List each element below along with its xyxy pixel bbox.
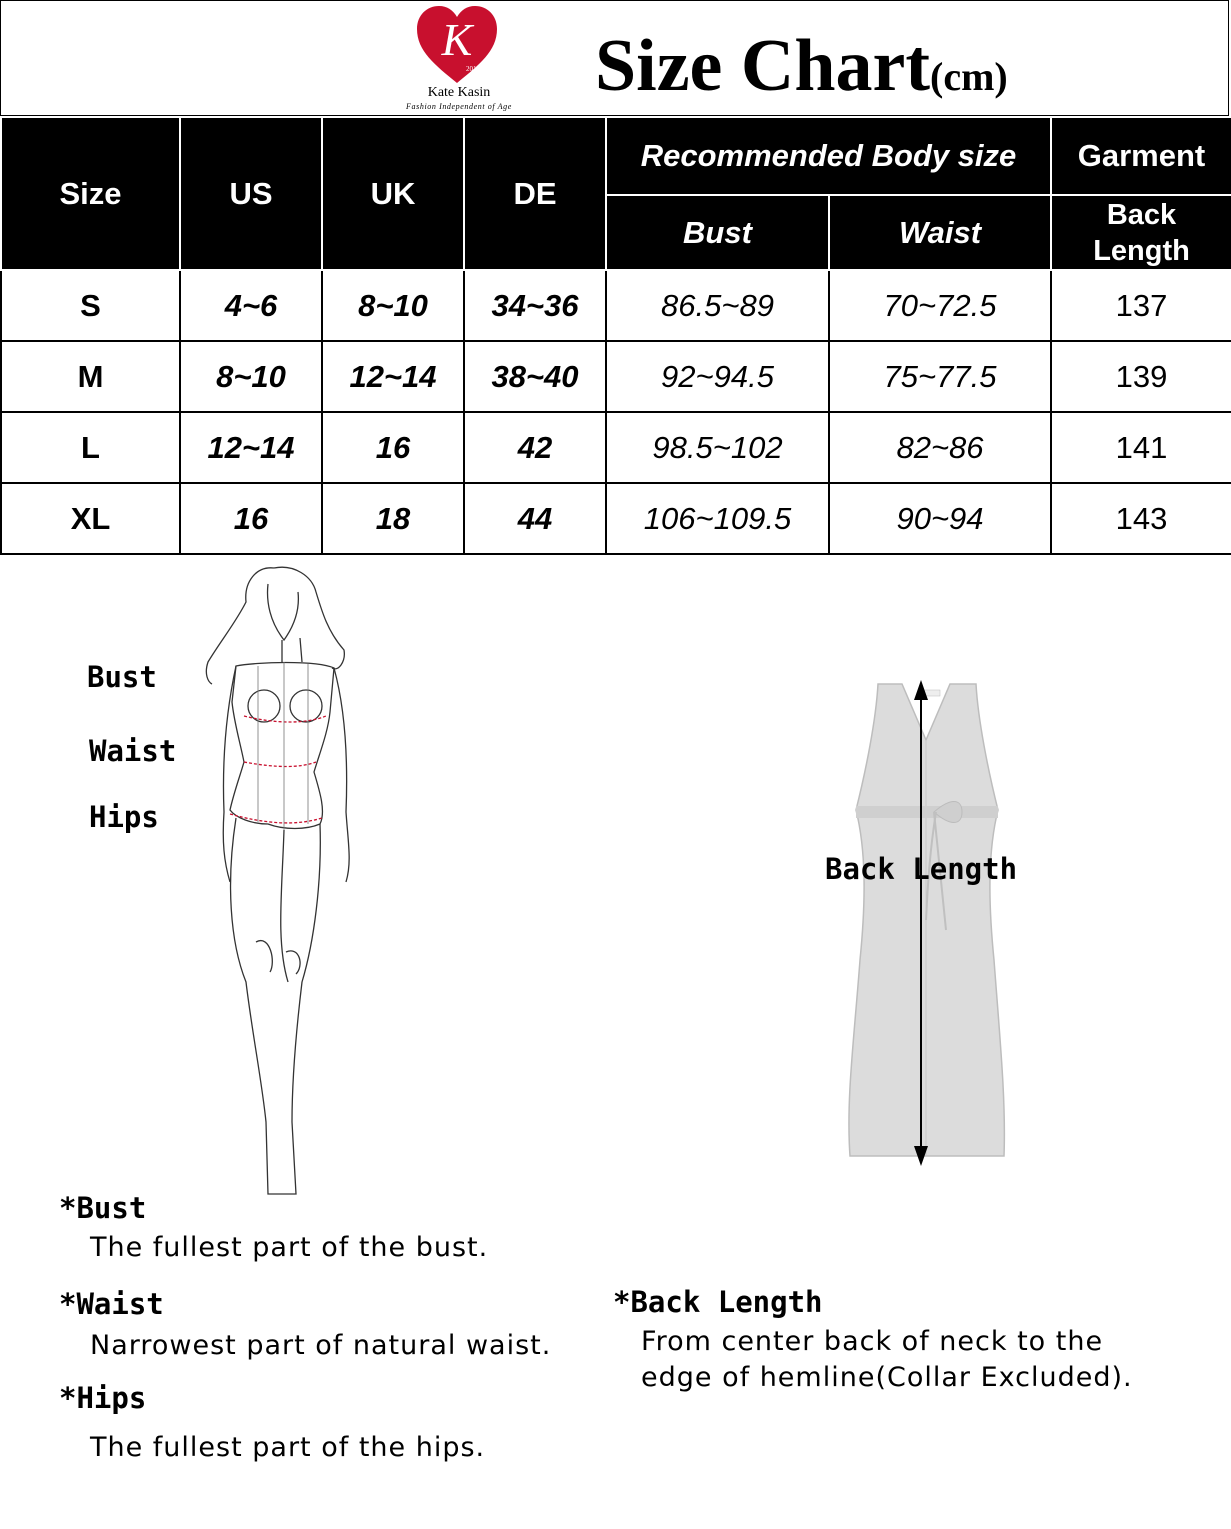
cell-back-length: 137 [1051,270,1231,341]
header-size: Size [1,117,180,270]
hips-note-text: The fullest part of the hips. [90,1432,486,1463]
brand-logo [389,5,529,113]
cell-size: XL [1,483,180,554]
cell-us: 4~6 [180,270,322,341]
heart-logo-icon [415,5,499,85]
bust-note-text: The fullest part of the bust. [90,1232,489,1263]
cell-back-length: 139 [1051,341,1231,412]
cell-de: 34~36 [464,270,606,341]
cell-back-length: 141 [1051,412,1231,483]
header-bust: Bust [606,195,829,270]
cell-waist: 82~86 [829,412,1051,483]
table-row [1,341,1231,412]
cell-waist: 75~77.5 [829,341,1051,412]
cell-waist: 90~94 [829,483,1051,554]
table-header-row [1,117,1231,195]
cell-back-length: 143 [1051,483,1231,554]
cell-us: 16 [180,483,322,554]
body-figure-illustration [196,562,358,1202]
hips-note-heading: *Hips [59,1381,147,1415]
header-waist: Waist [829,195,1051,270]
cell-us: 8~10 [180,341,322,412]
title-unit: (cm) [930,54,1008,99]
waist-label: Waist [89,734,177,768]
back-length-note-heading: *Back Length [613,1285,823,1319]
page-title [595,23,1008,120]
cell-bust: 92~94.5 [606,341,829,412]
header-back-length-line2: Length [1093,234,1190,267]
cell-waist: 70~72.5 [829,270,1051,341]
back-length-note-text-line1: From center back of neck to the [641,1326,1104,1357]
title-text: Size Chart [595,25,930,107]
cell-bust: 86.5~89 [606,270,829,341]
bust-label: Bust [87,660,157,694]
cell-bust: 98.5~102 [606,412,829,483]
cell-size: L [1,412,180,483]
brand-tagline: Fashion Independent of Age [406,102,512,111]
back-length-note-text-line2: edge of hemline(Collar Excluded). [641,1362,1133,1393]
logo-year: 2015 [466,65,480,73]
header-de: DE [464,117,606,270]
cell-de: 44 [464,483,606,554]
header-back-length-line1: Back [1106,198,1177,231]
table-row [1,483,1231,554]
cell-size: S [1,270,180,341]
cell-de: 38~40 [464,341,606,412]
back-length-label: Back Length [825,852,1018,886]
header-recommended-body-size: Recommended Body size [606,117,1051,195]
cell-uk: 16 [322,412,464,483]
waist-note-heading: *Waist [59,1287,164,1321]
size-table [0,116,1231,555]
header-garment: Garment [1051,117,1231,195]
cell-uk: 18 [322,483,464,554]
cell-uk: 8~10 [322,270,464,341]
brand-name: Kate Kasin [427,85,491,100]
back-length-arrow-icon [908,680,934,1166]
cell-de: 42 [464,412,606,483]
cell-size: M [1,341,180,412]
table-row [1,270,1231,341]
waist-note-text: Narrowest part of natural waist. [90,1330,552,1361]
header-us: US [180,117,322,270]
cell-bust: 106~109.5 [606,483,829,554]
header [0,0,1229,116]
header-uk: UK [322,117,464,270]
logo-letter: K [441,14,473,65]
table-row [1,412,1231,483]
bust-note-heading: *Bust [59,1191,147,1225]
cell-us: 12~14 [180,412,322,483]
hips-label: Hips [89,800,159,834]
cell-uk: 12~14 [322,341,464,412]
header-back-length [1051,195,1231,270]
